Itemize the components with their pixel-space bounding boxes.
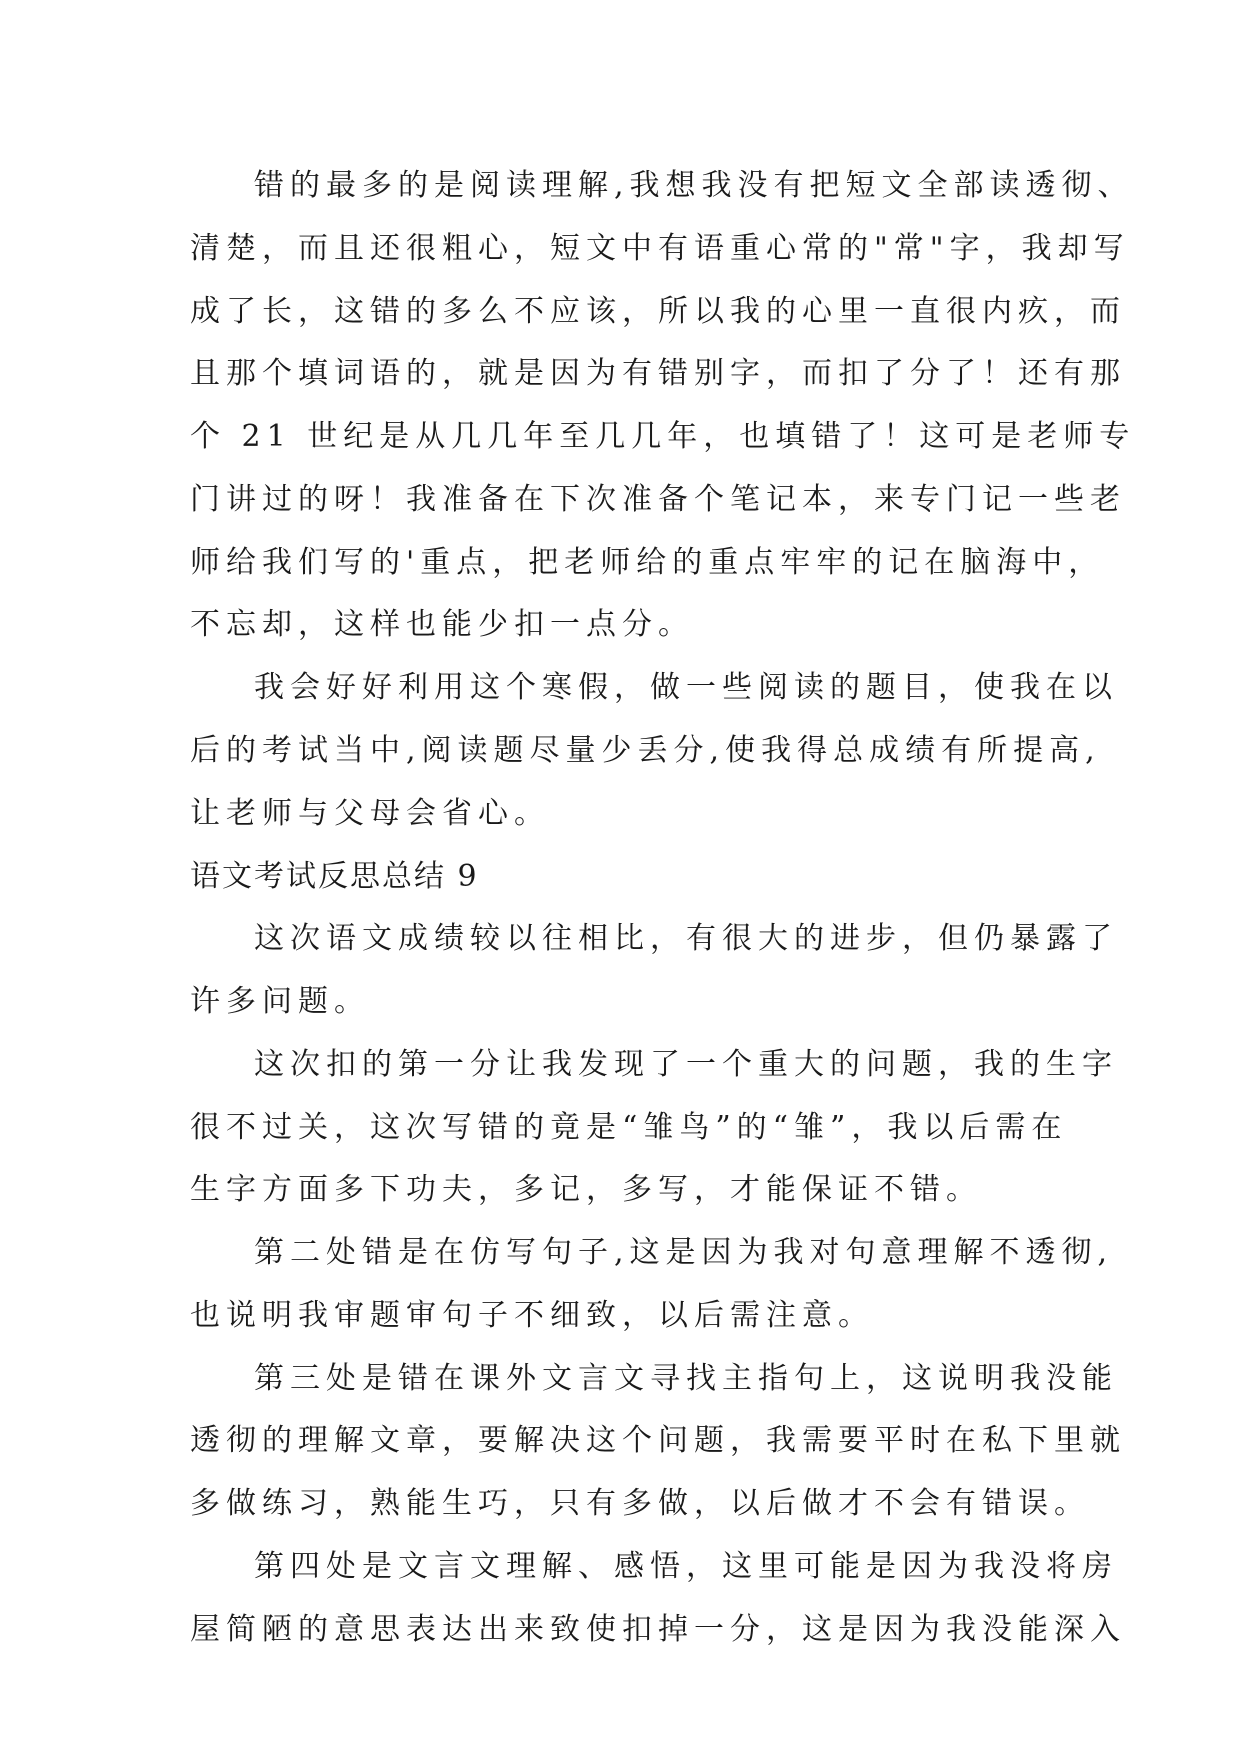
paragraph-line: 不忘却，这样也能少扣一点分。 (190, 607, 694, 642)
paragraph-line: 许多问题。 (190, 984, 370, 1019)
paragraph-line: 也说明我审题审句子不细致，以后需注意。 (190, 1298, 874, 1333)
paragraph-line: 后的考试当中,阅读题尽量少丢分,使我得总成绩有所提高, (190, 733, 1101, 768)
paragraph-line: 第二处错是在仿写句子,这是因为我对句意理解不透彻, (254, 1235, 1114, 1270)
paragraph-line: 这次扣的第一分让我发现了一个重大的问题，我的生字 (254, 1047, 1118, 1082)
paragraph-line: 清楚，而且还很粗心，短文中有语重心常的"常"字，我却写 (190, 231, 1130, 266)
paragraph-line: 我会好好利用这个寒假，做一些阅读的题目，使我在以 (254, 670, 1118, 705)
paragraph-line: 个 21 世纪是从几几年至几几年，也填错了！这可是老师专 (190, 419, 1136, 454)
paragraph-line: 多做练习，熟能生巧，只有多做，以后做才不会有错误。 (190, 1486, 1090, 1521)
paragraph-line: 错的最多的是阅读理解,我想我没有把短文全部读透彻、 (254, 168, 1134, 203)
paragraph-line: 且那个填词语的，就是因为有错别字，而扣了分了！还有那 (190, 356, 1126, 391)
paragraph-line: 这次语文成绩较以往相比，有很大的进步，但仍暴露了 (254, 921, 1118, 956)
paragraph-line: 生字方面多下功夫，多记，多写，才能保证不错。 (190, 1172, 982, 1207)
paragraph-line: 第四处是文言文理解、感悟，这里可能是因为我没将房 (254, 1549, 1118, 1584)
paragraph-line: 师给我们写的'重点，把老师给的重点牢牢的记在脑海中， (190, 545, 1105, 580)
paragraph-line: 第三处是错在课外文言文寻找主指句上，这说明我没能 (254, 1361, 1118, 1396)
paragraph-line: 让老师与父母会省心。 (190, 796, 550, 831)
paragraph-line: 屋简陋的意思表达出来致使扣掉一分，这是因为我没能深入 (190, 1612, 1126, 1647)
paragraph-line: 门讲过的呀！我准备在下次准备个笔记本，来专门记一些老 (190, 482, 1126, 517)
paragraph-line: 很不过关，这次写错的竟是“雏鸟”的“雏”，我以后需在 (190, 1110, 1068, 1145)
paragraph-line: 透彻的理解文章，要解决这个问题，我需要平时在私下里就 (190, 1423, 1126, 1458)
paragraph-line: 成了长，这错的多么不应该，所以我的心里一直很内疚，而 (190, 294, 1126, 329)
section-heading: 语文考试反思总结 9 (190, 859, 479, 894)
